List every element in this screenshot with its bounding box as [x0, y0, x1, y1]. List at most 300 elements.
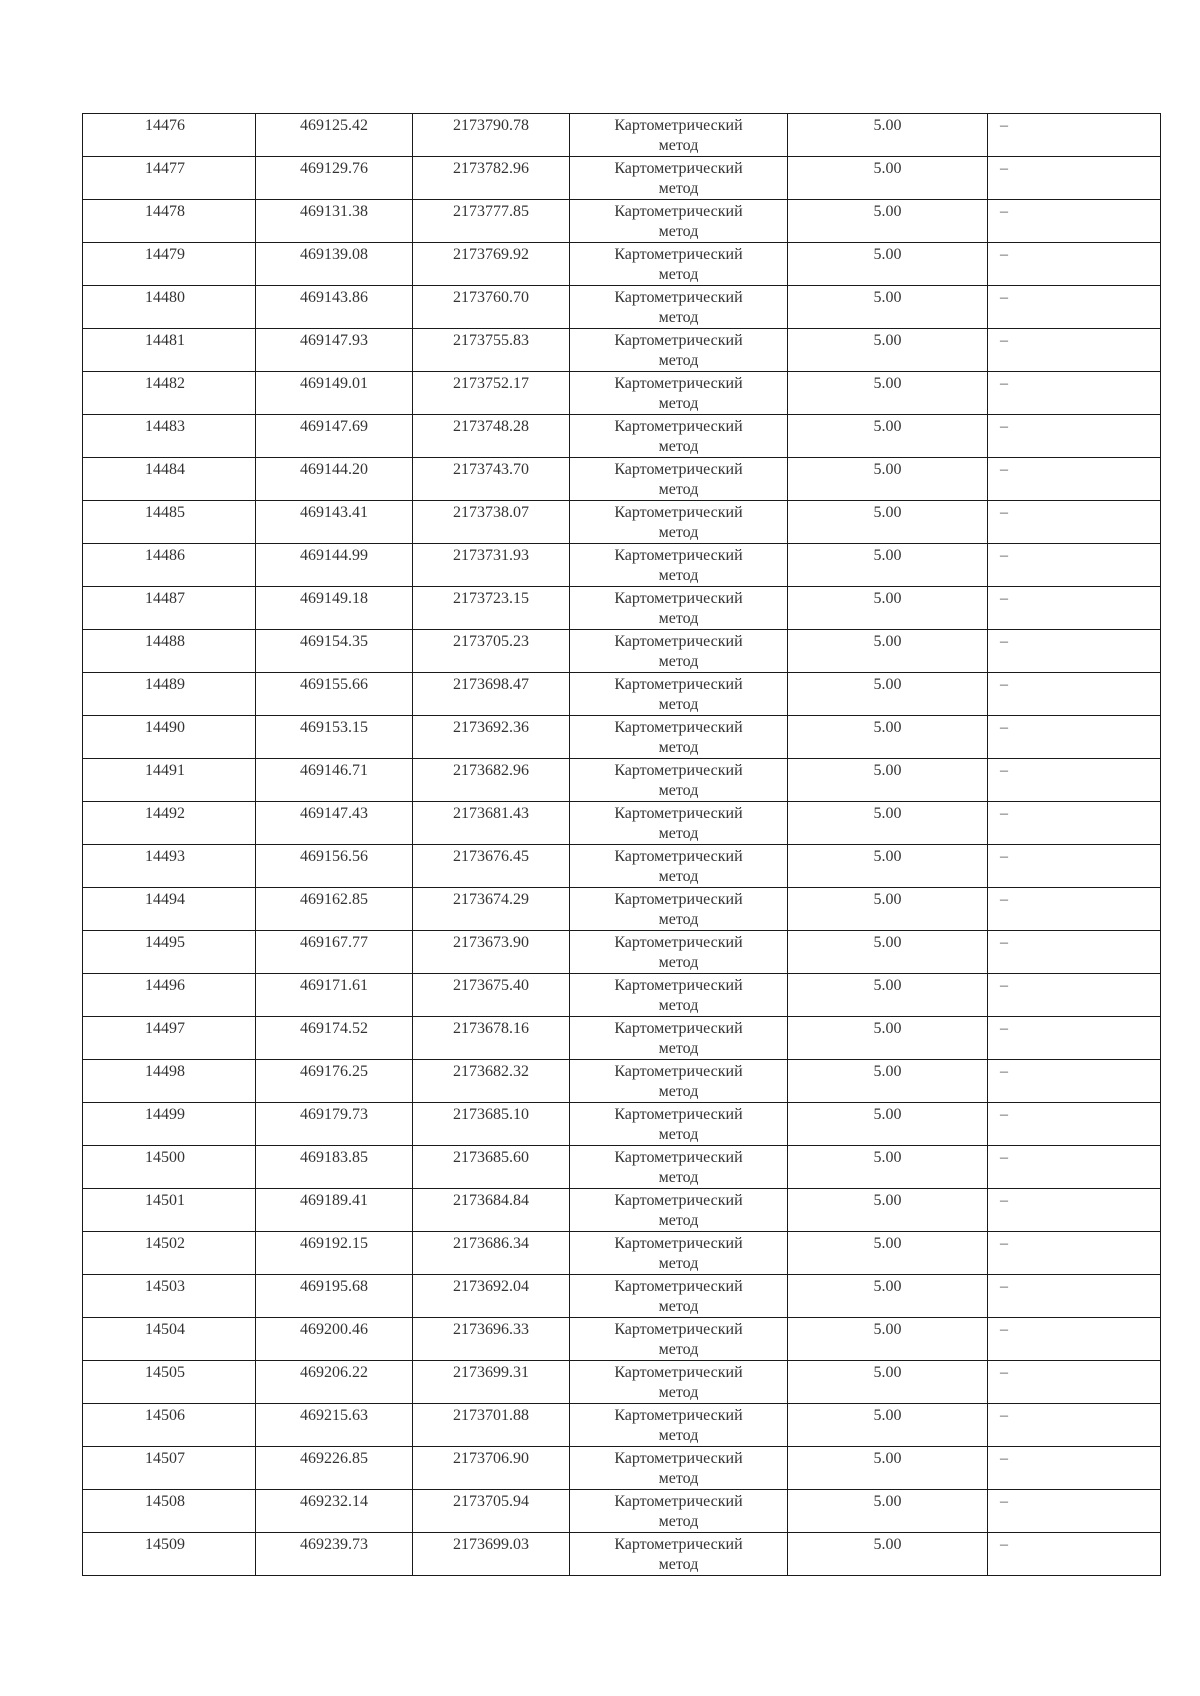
y-coordinate-cell: 2173685.60	[413, 1146, 570, 1189]
accuracy-cell: 5.00	[788, 544, 988, 587]
y-coordinate-cell: 2173673.90	[413, 931, 570, 974]
method-line-2: метод	[658, 739, 699, 756]
note-cell: –	[988, 673, 1161, 716]
point-number-cell: 14476	[83, 114, 256, 157]
note-cell: –	[988, 587, 1161, 630]
accuracy-cell: 5.00	[788, 415, 988, 458]
point-number-cell: 14498	[83, 1060, 256, 1103]
x-coordinate-cell: 469232.14	[256, 1490, 413, 1533]
method-line-2: метод	[658, 567, 699, 584]
point-number-cell: 14486	[83, 544, 256, 587]
method-cell	[570, 802, 788, 845]
x-coordinate-cell: 469176.25	[256, 1060, 413, 1103]
point-number-cell: 14504	[83, 1318, 256, 1361]
table-row	[83, 501, 1161, 544]
y-coordinate-cell: 2173699.03	[413, 1533, 570, 1576]
method-line-2: метод	[658, 954, 699, 971]
method-cell	[570, 157, 788, 200]
accuracy-cell: 5.00	[788, 114, 988, 157]
x-coordinate-cell: 469146.71	[256, 759, 413, 802]
method-cell	[570, 845, 788, 888]
y-coordinate-cell: 2173701.88	[413, 1404, 570, 1447]
x-coordinate-cell: 469206.22	[256, 1361, 413, 1404]
point-number-cell: 14502	[83, 1232, 256, 1275]
method-line-2: метод	[658, 481, 699, 498]
method-line-1: Картометрический	[614, 203, 743, 220]
point-number-cell: 14490	[83, 716, 256, 759]
point-number-cell: 14501	[83, 1189, 256, 1232]
table-row	[83, 1490, 1161, 1533]
coordinates-table	[82, 113, 1161, 1576]
x-coordinate-cell: 469167.77	[256, 931, 413, 974]
accuracy-cell: 5.00	[788, 1318, 988, 1361]
table-row	[83, 888, 1161, 931]
note-cell: –	[988, 1404, 1161, 1447]
method-line-2: метод	[658, 610, 699, 627]
method-line-2: метод	[658, 1126, 699, 1143]
method-line-1: Картометрический	[614, 1235, 743, 1252]
method-line-2: метод	[658, 1255, 699, 1272]
table-row	[83, 329, 1161, 372]
method-line-1: Картометрический	[614, 117, 743, 134]
point-number-cell: 14505	[83, 1361, 256, 1404]
method-cell	[570, 501, 788, 544]
y-coordinate-cell: 2173682.32	[413, 1060, 570, 1103]
point-number-cell: 14492	[83, 802, 256, 845]
note-cell: –	[988, 1232, 1161, 1275]
note-cell: –	[988, 931, 1161, 974]
x-coordinate-cell: 469239.73	[256, 1533, 413, 1576]
method-cell	[570, 1189, 788, 1232]
table-row	[83, 1103, 1161, 1146]
accuracy-cell: 5.00	[788, 1103, 988, 1146]
method-line-1: Картометрический	[614, 934, 743, 951]
point-number-cell: 14491	[83, 759, 256, 802]
method-cell	[570, 458, 788, 501]
point-number-cell: 14506	[83, 1404, 256, 1447]
y-coordinate-cell: 2173674.29	[413, 888, 570, 931]
x-coordinate-cell: 469125.42	[256, 114, 413, 157]
y-coordinate-cell: 2173705.23	[413, 630, 570, 673]
x-coordinate-cell: 469192.15	[256, 1232, 413, 1275]
accuracy-cell: 5.00	[788, 200, 988, 243]
method-line-1: Картометрический	[614, 332, 743, 349]
y-coordinate-cell: 2173755.83	[413, 329, 570, 372]
accuracy-cell: 5.00	[788, 157, 988, 200]
method-line-2: метод	[658, 1341, 699, 1358]
method-cell	[570, 243, 788, 286]
method-line-2: метод	[658, 1169, 699, 1186]
point-number-cell: 14509	[83, 1533, 256, 1576]
x-coordinate-cell: 469143.86	[256, 286, 413, 329]
accuracy-cell: 5.00	[788, 1189, 988, 1232]
method-line-1: Картометрический	[614, 160, 743, 177]
accuracy-cell: 5.00	[788, 673, 988, 716]
note-cell: –	[988, 1447, 1161, 1490]
x-coordinate-cell: 469149.01	[256, 372, 413, 415]
table-row	[83, 286, 1161, 329]
point-number-cell: 14496	[83, 974, 256, 1017]
x-coordinate-cell: 469131.38	[256, 200, 413, 243]
point-number-cell: 14503	[83, 1275, 256, 1318]
y-coordinate-cell: 2173752.17	[413, 372, 570, 415]
method-line-1: Картометрический	[614, 977, 743, 994]
method-cell	[570, 1490, 788, 1533]
table-row	[83, 1404, 1161, 1447]
table-row	[83, 458, 1161, 501]
x-coordinate-cell: 469183.85	[256, 1146, 413, 1189]
method-cell	[570, 1017, 788, 1060]
method-line-1: Картометрический	[614, 375, 743, 392]
note-cell: –	[988, 1318, 1161, 1361]
y-coordinate-cell: 2173777.85	[413, 200, 570, 243]
method-cell	[570, 587, 788, 630]
method-line-1: Картометрический	[614, 1192, 743, 1209]
y-coordinate-cell: 2173698.47	[413, 673, 570, 716]
accuracy-cell: 5.00	[788, 888, 988, 931]
x-coordinate-cell: 469129.76	[256, 157, 413, 200]
accuracy-cell: 5.00	[788, 716, 988, 759]
method-line-2: метод	[658, 825, 699, 842]
table-row	[83, 1318, 1161, 1361]
method-cell	[570, 200, 788, 243]
table-row	[83, 1189, 1161, 1232]
accuracy-cell: 5.00	[788, 458, 988, 501]
note-cell: –	[988, 888, 1161, 931]
method-line-1: Картометрический	[614, 762, 743, 779]
method-cell	[570, 673, 788, 716]
note-cell: –	[988, 415, 1161, 458]
table-row	[83, 845, 1161, 888]
method-line-2: метод	[658, 1083, 699, 1100]
accuracy-cell: 5.00	[788, 1232, 988, 1275]
y-coordinate-cell: 2173743.70	[413, 458, 570, 501]
accuracy-cell: 5.00	[788, 802, 988, 845]
note-cell: –	[988, 200, 1161, 243]
method-line-2: метод	[658, 438, 699, 455]
y-coordinate-cell: 2173782.96	[413, 157, 570, 200]
y-coordinate-cell: 2173706.90	[413, 1447, 570, 1490]
accuracy-cell: 5.00	[788, 931, 988, 974]
point-number-cell: 14487	[83, 587, 256, 630]
x-coordinate-cell: 469179.73	[256, 1103, 413, 1146]
method-line-1: Картометрический	[614, 461, 743, 478]
point-number-cell: 14478	[83, 200, 256, 243]
table-row	[83, 759, 1161, 802]
method-cell	[570, 759, 788, 802]
x-coordinate-cell: 469149.18	[256, 587, 413, 630]
method-line-2: метод	[658, 1384, 699, 1401]
note-cell: –	[988, 1017, 1161, 1060]
method-cell	[570, 1533, 788, 1576]
method-line-1: Картометрический	[614, 633, 743, 650]
y-coordinate-cell: 2173748.28	[413, 415, 570, 458]
method-cell	[570, 1404, 788, 1447]
accuracy-cell: 5.00	[788, 1275, 988, 1318]
accuracy-cell: 5.00	[788, 759, 988, 802]
y-coordinate-cell: 2173699.31	[413, 1361, 570, 1404]
accuracy-cell: 5.00	[788, 1146, 988, 1189]
table-row	[83, 1447, 1161, 1490]
accuracy-cell: 5.00	[788, 1404, 988, 1447]
table-row	[83, 587, 1161, 630]
method-line-1: Картометрический	[614, 1321, 743, 1338]
point-number-cell: 14484	[83, 458, 256, 501]
table-row	[83, 931, 1161, 974]
method-line-1: Картометрический	[614, 1106, 743, 1123]
table-row	[83, 974, 1161, 1017]
method-cell	[570, 1361, 788, 1404]
method-line-1: Картометрический	[614, 1278, 743, 1295]
method-line-1: Картометрический	[614, 1364, 743, 1381]
x-coordinate-cell: 469139.08	[256, 243, 413, 286]
x-coordinate-cell: 469162.85	[256, 888, 413, 931]
point-number-cell: 14497	[83, 1017, 256, 1060]
method-cell	[570, 716, 788, 759]
method-line-1: Картометрический	[614, 1407, 743, 1424]
y-coordinate-cell: 2173738.07	[413, 501, 570, 544]
x-coordinate-cell: 469147.69	[256, 415, 413, 458]
x-coordinate-cell: 469155.66	[256, 673, 413, 716]
method-line-2: метод	[658, 266, 699, 283]
point-number-cell: 14485	[83, 501, 256, 544]
note-cell: –	[988, 1146, 1161, 1189]
accuracy-cell: 5.00	[788, 974, 988, 1017]
accuracy-cell: 5.00	[788, 501, 988, 544]
note-cell: –	[988, 1060, 1161, 1103]
y-coordinate-cell: 2173760.70	[413, 286, 570, 329]
y-coordinate-cell: 2173692.04	[413, 1275, 570, 1318]
note-cell: –	[988, 974, 1161, 1017]
point-number-cell: 14480	[83, 286, 256, 329]
note-cell: –	[988, 1361, 1161, 1404]
accuracy-cell: 5.00	[788, 1017, 988, 1060]
note-cell: –	[988, 1103, 1161, 1146]
method-line-2: метод	[658, 223, 699, 240]
note-cell: –	[988, 501, 1161, 544]
x-coordinate-cell: 469215.63	[256, 1404, 413, 1447]
table-row	[83, 802, 1161, 845]
note-cell: –	[988, 372, 1161, 415]
note-cell: –	[988, 759, 1161, 802]
table-row	[83, 1533, 1161, 1576]
accuracy-cell: 5.00	[788, 329, 988, 372]
point-number-cell: 14495	[83, 931, 256, 974]
y-coordinate-cell: 2173790.78	[413, 114, 570, 157]
method-line-2: метод	[658, 180, 699, 197]
method-line-1: Картометрический	[614, 891, 743, 908]
accuracy-cell: 5.00	[788, 1490, 988, 1533]
accuracy-cell: 5.00	[788, 372, 988, 415]
method-cell	[570, 1275, 788, 1318]
method-line-2: метод	[658, 1212, 699, 1229]
x-coordinate-cell: 469156.56	[256, 845, 413, 888]
point-number-cell: 14488	[83, 630, 256, 673]
table-row	[83, 1275, 1161, 1318]
method-line-2: метод	[658, 1298, 699, 1315]
method-line-1: Картометрический	[614, 1149, 743, 1166]
x-coordinate-cell: 469143.41	[256, 501, 413, 544]
y-coordinate-cell: 2173705.94	[413, 1490, 570, 1533]
y-coordinate-cell: 2173684.84	[413, 1189, 570, 1232]
note-cell: –	[988, 845, 1161, 888]
table-row	[83, 157, 1161, 200]
method-line-2: метод	[658, 997, 699, 1014]
y-coordinate-cell: 2173692.36	[413, 716, 570, 759]
method-line-1: Картометрический	[614, 848, 743, 865]
table-row	[83, 673, 1161, 716]
accuracy-cell: 5.00	[788, 845, 988, 888]
y-coordinate-cell: 2173682.96	[413, 759, 570, 802]
x-coordinate-cell: 469189.41	[256, 1189, 413, 1232]
y-coordinate-cell: 2173675.40	[413, 974, 570, 1017]
method-line-1: Картометрический	[614, 289, 743, 306]
point-number-cell: 14493	[83, 845, 256, 888]
method-line-2: метод	[658, 782, 699, 799]
method-line-2: метод	[658, 1556, 699, 1573]
table-row	[83, 1060, 1161, 1103]
accuracy-cell: 5.00	[788, 1060, 988, 1103]
accuracy-cell: 5.00	[788, 630, 988, 673]
method-cell	[570, 1146, 788, 1189]
method-line-1: Картометрический	[614, 805, 743, 822]
point-number-cell: 14494	[83, 888, 256, 931]
table-row	[83, 716, 1161, 759]
note-cell: –	[988, 1533, 1161, 1576]
table-row	[83, 1232, 1161, 1275]
method-line-2: метод	[658, 524, 699, 541]
method-line-2: метод	[658, 309, 699, 326]
point-number-cell: 14481	[83, 329, 256, 372]
note-cell: –	[988, 243, 1161, 286]
x-coordinate-cell: 469147.93	[256, 329, 413, 372]
x-coordinate-cell: 469144.99	[256, 544, 413, 587]
method-line-1: Картометрический	[614, 504, 743, 521]
method-line-2: метод	[658, 696, 699, 713]
y-coordinate-cell: 2173696.33	[413, 1318, 570, 1361]
method-cell	[570, 888, 788, 931]
accuracy-cell: 5.00	[788, 286, 988, 329]
method-line-2: метод	[658, 352, 699, 369]
method-line-2: метод	[658, 395, 699, 412]
y-coordinate-cell: 2173769.92	[413, 243, 570, 286]
point-number-cell: 14482	[83, 372, 256, 415]
method-line-2: метод	[658, 1427, 699, 1444]
note-cell: –	[988, 802, 1161, 845]
y-coordinate-cell: 2173681.43	[413, 802, 570, 845]
method-line-2: метод	[658, 653, 699, 670]
method-line-2: метод	[658, 1470, 699, 1487]
method-line-1: Картометрический	[614, 676, 743, 693]
method-cell	[570, 931, 788, 974]
method-line-1: Картометрический	[614, 719, 743, 736]
method-line-1: Картометрический	[614, 547, 743, 564]
note-cell: –	[988, 114, 1161, 157]
method-cell	[570, 1232, 788, 1275]
method-line-2: метод	[658, 1040, 699, 1057]
note-cell: –	[988, 630, 1161, 673]
accuracy-cell: 5.00	[788, 243, 988, 286]
method-line-2: метод	[658, 868, 699, 885]
x-coordinate-cell: 469195.68	[256, 1275, 413, 1318]
method-line-1: Картометрический	[614, 1450, 743, 1467]
coordinates-table-body	[83, 114, 1161, 1576]
note-cell: –	[988, 458, 1161, 501]
method-line-2: метод	[658, 911, 699, 928]
y-coordinate-cell: 2173685.10	[413, 1103, 570, 1146]
x-coordinate-cell: 469144.20	[256, 458, 413, 501]
method-line-2: метод	[658, 1513, 699, 1530]
x-coordinate-cell: 469154.35	[256, 630, 413, 673]
point-number-cell: 14499	[83, 1103, 256, 1146]
x-coordinate-cell: 469200.46	[256, 1318, 413, 1361]
table-row	[83, 200, 1161, 243]
table-row	[83, 1361, 1161, 1404]
point-number-cell: 14507	[83, 1447, 256, 1490]
method-cell	[570, 1318, 788, 1361]
point-number-cell: 14479	[83, 243, 256, 286]
method-cell	[570, 329, 788, 372]
method-line-1: Картометрический	[614, 590, 743, 607]
table-row	[83, 1146, 1161, 1189]
y-coordinate-cell: 2173676.45	[413, 845, 570, 888]
method-line-1: Картометрический	[614, 246, 743, 263]
accuracy-cell: 5.00	[788, 1447, 988, 1490]
y-coordinate-cell: 2173723.15	[413, 587, 570, 630]
table-row	[83, 630, 1161, 673]
y-coordinate-cell: 2173731.93	[413, 544, 570, 587]
note-cell: –	[988, 544, 1161, 587]
accuracy-cell: 5.00	[788, 587, 988, 630]
y-coordinate-cell: 2173678.16	[413, 1017, 570, 1060]
note-cell: –	[988, 1275, 1161, 1318]
note-cell: –	[988, 1490, 1161, 1533]
note-cell: –	[988, 157, 1161, 200]
accuracy-cell: 5.00	[788, 1361, 988, 1404]
table-row	[83, 372, 1161, 415]
x-coordinate-cell: 469153.15	[256, 716, 413, 759]
table-row	[83, 243, 1161, 286]
point-number-cell: 14477	[83, 157, 256, 200]
method-cell	[570, 974, 788, 1017]
x-coordinate-cell: 469147.43	[256, 802, 413, 845]
y-coordinate-cell: 2173686.34	[413, 1232, 570, 1275]
table-row	[83, 415, 1161, 458]
table-row	[83, 544, 1161, 587]
method-cell	[570, 372, 788, 415]
method-line-1: Картометрический	[614, 1493, 743, 1510]
point-number-cell: 14508	[83, 1490, 256, 1533]
note-cell: –	[988, 1189, 1161, 1232]
method-cell	[570, 630, 788, 673]
x-coordinate-cell: 469174.52	[256, 1017, 413, 1060]
method-line-1: Картометрический	[614, 1020, 743, 1037]
method-line-1: Картометрический	[614, 418, 743, 435]
method-cell	[570, 286, 788, 329]
method-cell	[570, 1103, 788, 1146]
table-row	[83, 1017, 1161, 1060]
x-coordinate-cell: 469171.61	[256, 974, 413, 1017]
x-coordinate-cell: 469226.85	[256, 1447, 413, 1490]
point-number-cell: 14500	[83, 1146, 256, 1189]
method-cell	[570, 114, 788, 157]
note-cell: –	[988, 716, 1161, 759]
method-cell	[570, 415, 788, 458]
note-cell: –	[988, 329, 1161, 372]
accuracy-cell: 5.00	[788, 1533, 988, 1576]
method-line-1: Картометрический	[614, 1536, 743, 1553]
method-line-2: метод	[658, 137, 699, 154]
